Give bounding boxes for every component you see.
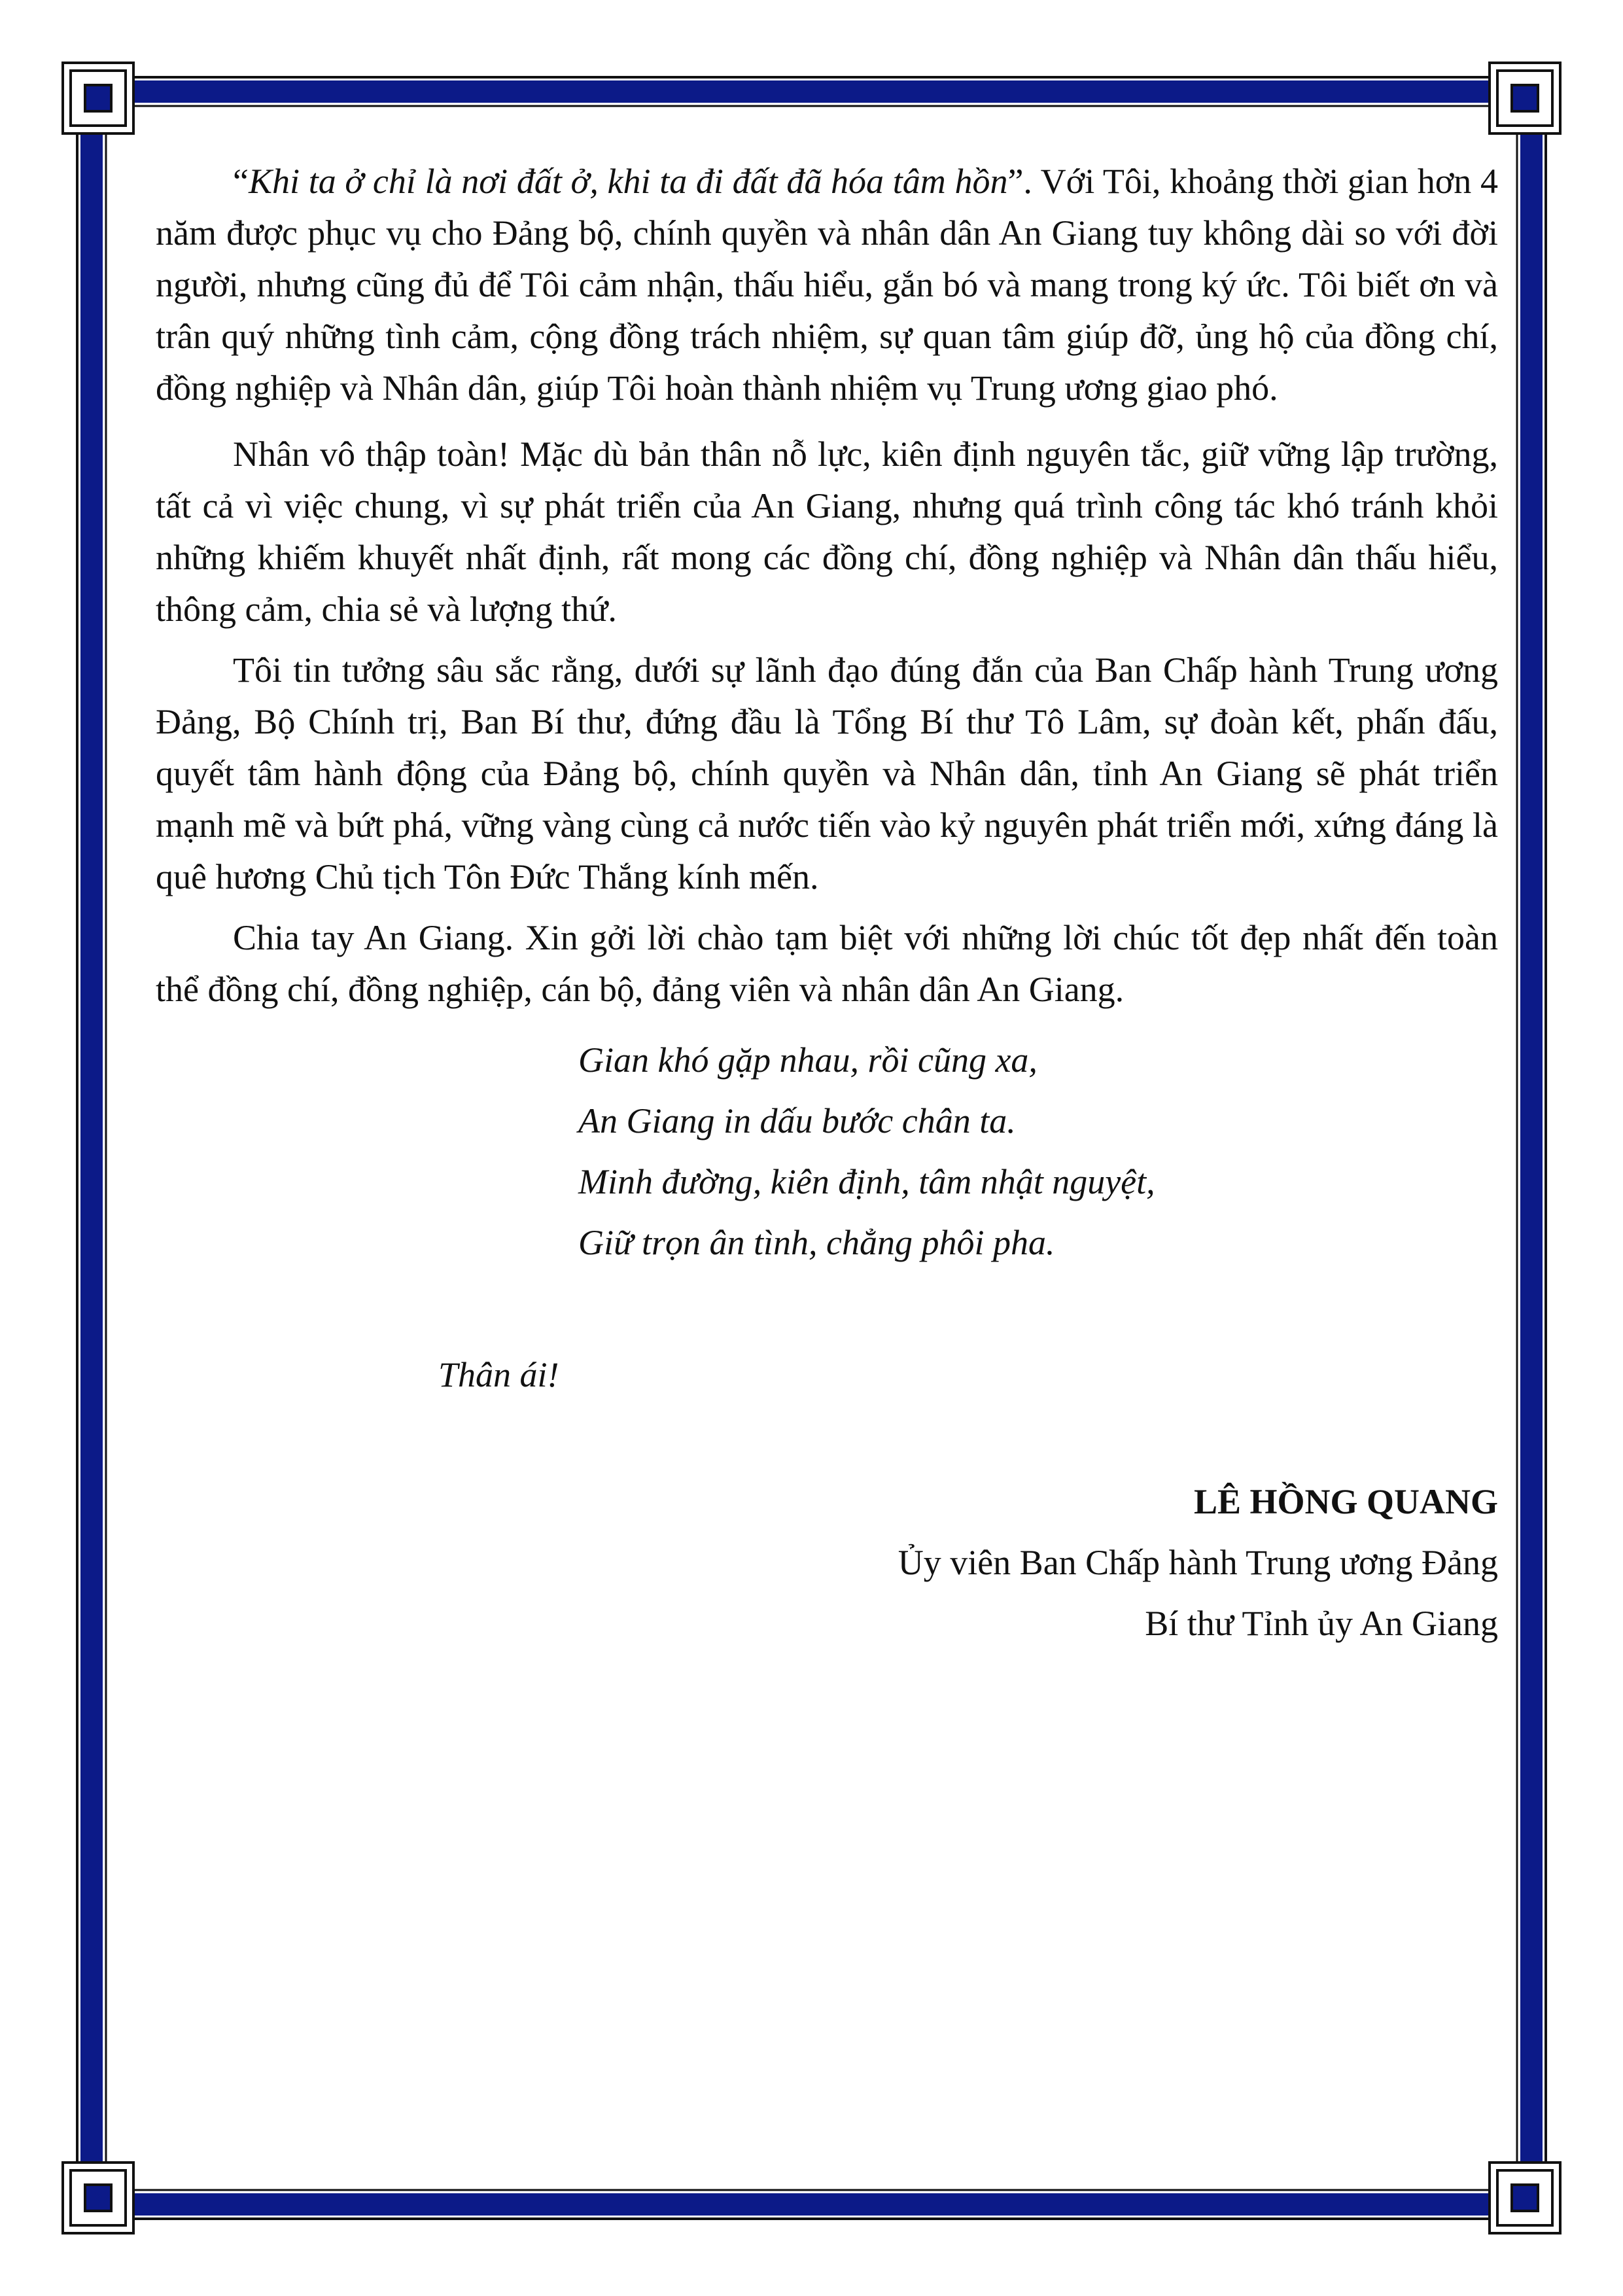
letter-body [156,156,1498,1654]
corner-ornament-top-right [1490,63,1560,133]
poem-line: Giữ trọn ân tình, chẳng phôi pha. [578,1223,1055,1262]
signer-title-2: Bí thư Tỉnh ủy An Giang [1145,1604,1498,1643]
closing-salutation: Thân ái! [438,1355,559,1394]
paragraph-1-text: . Với Tôi, khoảng thời gian hơn 4 năm được phục vụ cho Đảng bộ, chính quyền và nhân dân An Giang tuy không dài so với đời người, nhưng cũng đủ để Tôi cảm nhận, thấu hiểu, gắn bó và mang trong ký ức. Tôi biết ơn và trân quý những tình cảm, cộng đồng trách nhiệm, sự quan tâm giúp đỡ, ủng hộ của đồng chí, đồng nghiệp và Nhân dân, giúp Tôi hoàn thành nhiệm vụ Trung ương giao phó. [156,162,1498,408]
corner-ornament-bottom-left [63,2163,133,2233]
farewell-poem [578,1030,1498,1273]
paragraph-1 [156,156,1498,414]
corner-ornament-bottom-right [1490,2163,1560,2233]
signer-title-1: Ủy viên Ban Chấp hành Trung ương Đảng [898,1543,1498,1582]
opening-quote: Khi ta ở chỉ là nơi đất ở, khi ta đi đất đã hóa tâm hồn [248,162,1008,201]
corner-ornament-top-left [63,63,133,133]
signer-name: LÊ HỒNG QUANG [1193,1482,1498,1521]
quote-close-mark: ” [1007,162,1024,201]
paragraph-3: Tôi tin tưởng sâu sắc rằng, dưới sự lãnh đạo đúng đắn của Ban Chấp hành Trung ương Đảng, Bộ Chính trị, Ban Bí thư, đứng đầu là Tổng Bí thư Tô Lâm, sự đoàn kết, phấn đấu, quyết tâm hành động của Đảng bộ, chính quyền và Nhân dân, tỉnh An Giang sẽ phát triển mạnh mẽ và bứt phá, vững vàng cùng cả nước tiến vào kỷ nguyên phát triển mới, xứng đáng là quê hương Chủ tịch Tôn Đức Thắng kính mến. [156,650,1498,896]
paragraph-4: Chia tay An Giang. Xin gởi lời chào tạm biệt với những lời chúc tốt đẹp nhất đến toàn thể đồng chí, đồng nghiệp, cán bộ, đảng viên và nhân dân An Giang. [156,918,1498,1009]
poem-line: Gian khó gặp nhau, rồi cũng xa, [578,1040,1038,1080]
poem-line: An Giang in dấu bước chân ta. [578,1101,1016,1140]
quote-open-mark: “ [233,162,249,201]
paragraph-2: Nhân vô thập toàn! Mặc dù bản thân nỗ lực, kiên định nguyên tắc, giữ vững lập trường, tất cả vì việc chung, vì sự phát triển của An Giang, nhưng quá trình công tác khó tránh khỏi những khiếm khuyết nhất định, rất mong các đồng chí, đồng nghiệp và Nhân dân thấu hiểu, thông cảm, chia sẻ và lượng thứ. [156,434,1498,629]
poem-line: Minh đường, kiên định, tâm nhật nguyệt, [578,1162,1155,1201]
signature-block [156,1472,1498,1654]
